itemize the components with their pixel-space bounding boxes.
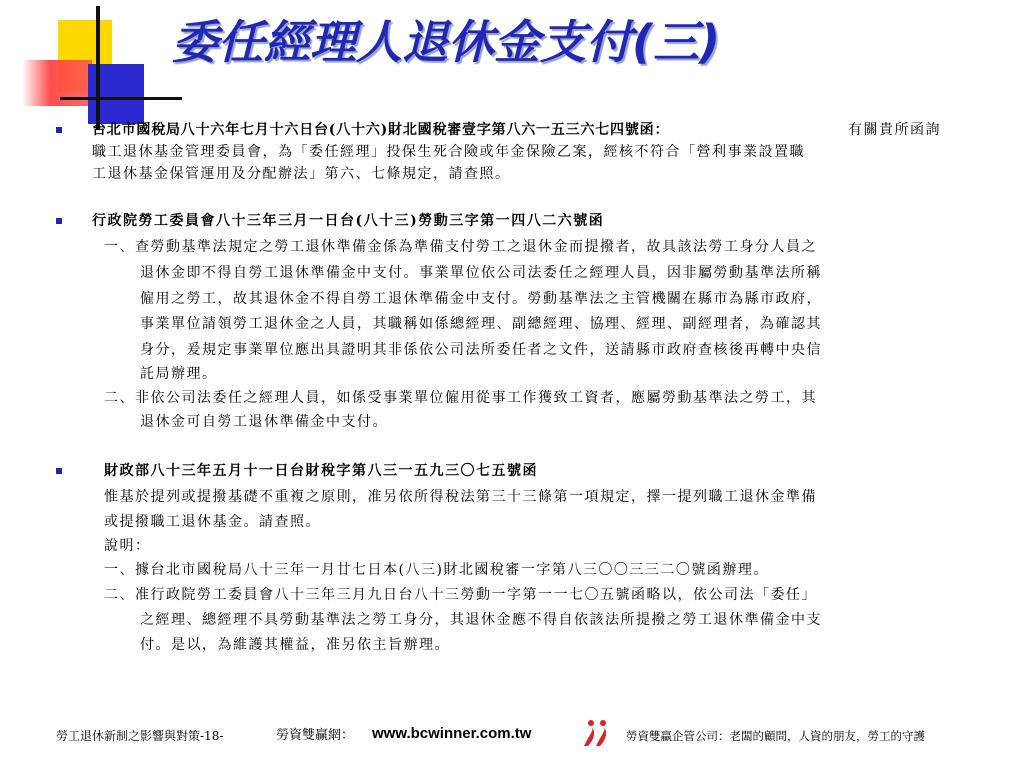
item-2-line-7: 二、非依公司法委任之經理人員，如係受事業單位僱用從事工作獲致工資者，應屬勞動基準法之勞工，其 (104, 390, 817, 406)
item-3-line-5: 二、准行政院勞工委員會八十三年三月九日台八十三勞動一字第一一七〇五號函略以，依公司法「委任」 (104, 587, 817, 603)
footer-url-link[interactable]: www.bcwinner.com.tw (372, 725, 532, 742)
bullet-square-icon (56, 468, 62, 474)
item-2-line-3: 僱用之勞工，故其退休金不得自勞工退休準備金中支付。勞動基準法之主管機關在縣市為縣市政府， (140, 291, 822, 307)
item-3-line-6: 之經理、總經理不具勞動基準法之勞工身分，其退休金應不得自依該法所提撥之勞工退休準備金中支 (140, 612, 822, 628)
bullet-square-icon (56, 127, 62, 133)
item-3-line-2: 或提撥職工退休基金。請查照。 (104, 514, 321, 530)
footer-left-text: 勞工退休新制之影響與對策-18- (56, 729, 224, 743)
item-1-line-2: 職工退休基金管理委員會，為「委任經理」投保生死合險或年金保險乙案，經核不符合「營利事業設置職 (92, 144, 805, 160)
item-3-line-7: 付。是以，為維護其權益，准另依主旨辦理。 (140, 637, 450, 653)
footer-site-label: 勞資雙贏網： (276, 728, 355, 743)
slide-title: 委任經理人退休金支付(三) (172, 15, 721, 69)
item-2-line-4: 事業單位請領勞工退休金之人員，其職稱如係總經理、副總經理、協理、經理、副經理者，為確認其 (140, 316, 822, 332)
item-2-line-1: 一、查勞動基準法規定之勞工退休準備金係為準備支付勞工之退休金而提撥者，故具該法勞工身分人員之 (104, 239, 817, 255)
item-3-line-4: 一、據台北市國稅局八十三年一月廿七日本(八三)財北國稅審一字第八三〇〇三三二〇號函辦理。 (104, 562, 769, 578)
item-2-line-2: 退休金即不得自勞工退休準備金中支付。事業單位依公司法委任之經理人員，因非屬勞動基準法所稱 (140, 265, 822, 281)
bullet-square-icon (56, 218, 62, 224)
footer-right-text: 勞資雙贏企管公司：老闆的顧問，人資的朋友，勞工的守護 (626, 729, 925, 743)
company-logo-icon (580, 716, 614, 750)
item-3-heading: 財政部八十三年五月十一日台財稅字第八三一五九三〇七五號函 (104, 463, 538, 479)
item-1-line-1: 有關貴所函詢 (848, 122, 941, 138)
decor-vertical-line (96, 6, 100, 130)
item-3-line-1: 惟基於提列或提撥基礎不重複之原則，准另依所得稅法第三十三條第一項規定，擇一提列職工退休金準備 (104, 489, 817, 505)
item-1-line-3: 工退休基金保管運用及分配辦法」第六、七條規定，請查照。 (92, 166, 511, 182)
item-1-heading: 台北市國稅局八十六年七月十六日台(八十六)財北國稅審壹字第八六一五三六七四號函： (92, 122, 670, 138)
item-2-heading: 行政院勞工委員會八十三年三月一日台(八十三)勞動三字第一四八二六號函 (92, 213, 605, 229)
decor-horizontal-line (60, 97, 182, 100)
item-2-line-8: 退休金可自勞工退休準備金中支付。 (140, 414, 388, 430)
item-2-line-5: 身分，爰規定事業單位應出具證明其非係依公司法所委任者之文件，送請縣市政府查核後再轉中央信 (140, 342, 822, 358)
item-2-line-6: 託局辦理。 (140, 366, 218, 382)
item-3-line-3: 說明： (104, 538, 151, 554)
